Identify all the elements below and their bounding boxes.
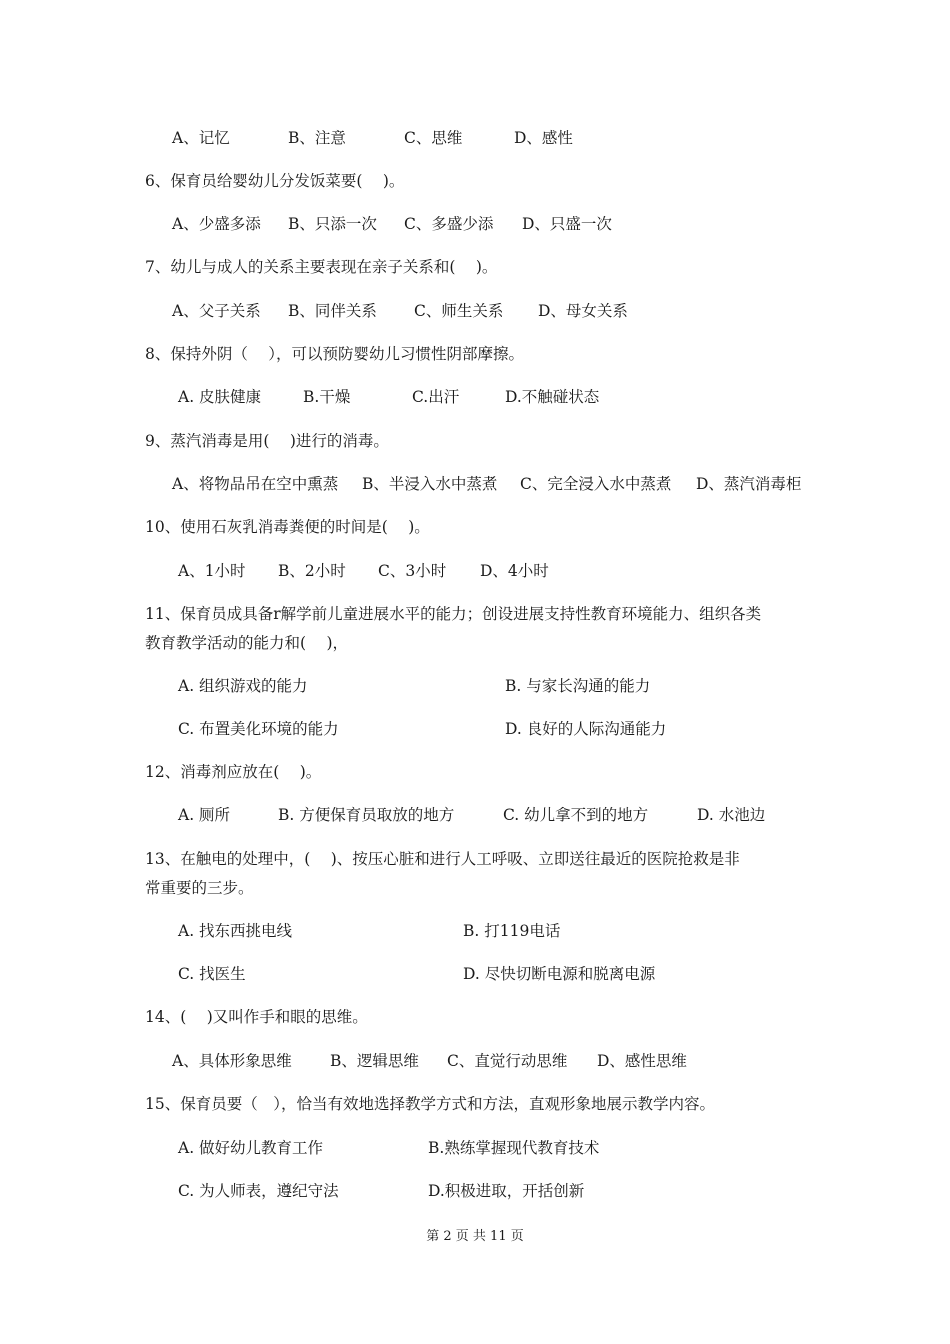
q8-option-b: B.干燥 <box>303 388 351 406</box>
q15-stem: 15、保育员要（ ），恰当有效地选择教学方式和方法，直观形象地展示教学内容。 <box>145 1095 715 1113</box>
q5-option-c: C、思维 <box>404 129 463 147</box>
q11-stem-line2: 教育教学活动的能力和( )， <box>145 634 349 652</box>
q15-option-c: C. 为人师表，遵纪守法 <box>178 1182 339 1200</box>
q15-option-d: D.积极进取，开括创新 <box>428 1182 585 1200</box>
q10-option-a: A、1小时 <box>178 562 246 580</box>
q9-option-d: D、蒸汽消毒柜 <box>696 475 802 493</box>
q14-stem: 14、( )又叫作手和眼的思维。 <box>145 1008 368 1026</box>
q8-option-d: D.不触碰状态 <box>505 388 600 406</box>
q8-stem: 8、保持外阴（ ），可以预防婴幼儿习惯性阴部摩擦。 <box>145 345 525 363</box>
q7-option-b: B、同伴关系 <box>288 302 377 320</box>
q5-option-d: D、感性 <box>514 129 573 147</box>
q8-option-c: C.出汗 <box>412 388 460 406</box>
q14-option-a: A、具体形象思维 <box>172 1052 292 1070</box>
q11-option-c: C. 布置美化环境的能力 <box>178 720 339 738</box>
q6-option-d: D、只盛一次 <box>522 215 612 233</box>
page-number: 第 2 页 共 11 页 <box>426 1229 524 1244</box>
q7-option-a: A、父子关系 <box>172 302 261 320</box>
q9-stem: 9、蒸汽消毒是用( )进行的消毒。 <box>145 432 389 450</box>
q7-option-c: C、师生关系 <box>414 302 504 320</box>
q12-option-b: B. 方便保育员取放的地方 <box>278 806 455 824</box>
q12-option-c: C. 幼儿拿不到的地方 <box>503 806 649 824</box>
q6-stem: 6、保育员给婴幼儿分发饭菜要( )。 <box>145 172 405 190</box>
q7-stem: 7、幼儿与成人的关系主要表现在亲子关系和( )。 <box>145 258 498 276</box>
q10-option-d: D、4小时 <box>480 562 549 580</box>
q5-option-a: A、记忆 <box>172 129 230 147</box>
q11-option-d: D. 良好的人际沟通能力 <box>505 720 667 738</box>
q12-option-a: A. 厕所 <box>178 806 231 824</box>
q14-option-c: C、直觉行动思维 <box>447 1052 568 1070</box>
q10-option-c: C、3小时 <box>378 562 447 580</box>
q13-stem-line1: 13、在触电的处理中，( )、按压心脏和进行人工呼吸、立即送往最近的医院抢救是非 <box>145 850 740 868</box>
q14-option-b: B、逻辑思维 <box>330 1052 419 1070</box>
q13-stem-line2: 常重要的三步。 <box>145 879 254 897</box>
q12-stem: 12、消毒剂应放在( )。 <box>145 763 322 781</box>
q10-stem: 10、使用石灰乳消毒粪便的时间是( )。 <box>145 518 430 536</box>
q10-option-b: B、2小时 <box>278 562 346 580</box>
q13-option-a: A. 找东西挑电线 <box>178 922 293 940</box>
q15-option-a: A. 做好幼儿教育工作 <box>178 1139 324 1157</box>
q11-stem-line1: 11、保育员成具备r解学前儿童进展水平的能力；创设进展支持性教育环境能力、组织各类 <box>145 605 762 623</box>
q8-option-a: A. 皮肤健康 <box>178 388 262 406</box>
q6-option-a: A、少盛多添 <box>172 215 261 233</box>
q13-option-b: B. 打119电话 <box>463 922 561 940</box>
q14-option-d: D、感性思维 <box>597 1052 687 1070</box>
q11-option-a: A. 组织游戏的能力 <box>178 677 308 695</box>
q12-option-d: D. 水池边 <box>697 806 766 824</box>
q9-option-b: B、半浸入水中蒸煮 <box>362 475 498 493</box>
q15-option-b: B.熟练掌握现代教育技术 <box>428 1139 600 1157</box>
q9-option-a: A、将物品吊在空中熏蒸 <box>172 475 339 493</box>
q7-option-d: D、母女关系 <box>538 302 628 320</box>
q5-option-b: B、注意 <box>288 129 346 147</box>
q11-option-b: B. 与家长沟通的能力 <box>505 677 651 695</box>
q13-option-c: C. 找医生 <box>178 965 246 983</box>
q9-option-c: C、完全浸入水中蒸煮 <box>520 475 672 493</box>
q6-option-b: B、只添一次 <box>288 215 377 233</box>
q6-option-c: C、多盛少添 <box>404 215 494 233</box>
q13-option-d: D. 尽快切断电源和脱离电源 <box>463 965 656 983</box>
